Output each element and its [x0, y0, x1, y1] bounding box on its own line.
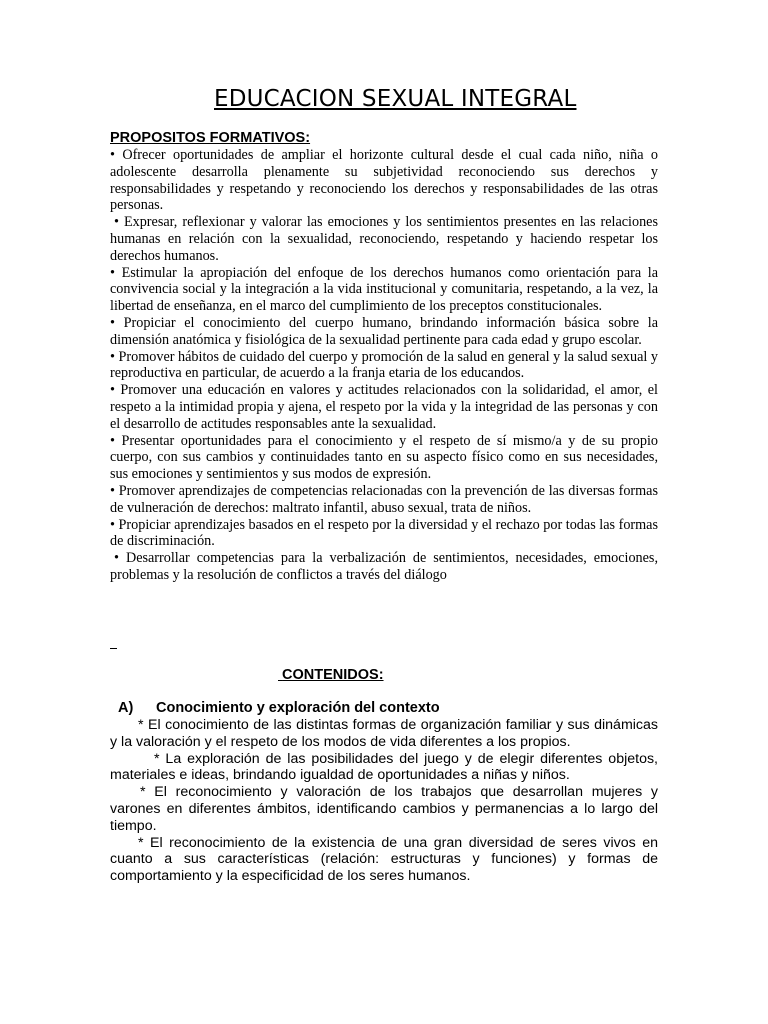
contenido-item: * La exploración de las posibilidades del juego y de elegir diferentes objetos, materiales e ideas, brindando igualdad de oportunidades a niñas y niños. — [110, 750, 658, 784]
proposito-item: • Presentar oportunidades para el conocimiento y el respeto de sí mismo/a y de su propio cuerpo, con sus cambios y continuidades tanto en su aspecto físico como en sus necesidades, sus emociones y sentimientos y sus modos de expresión. — [110, 432, 658, 483]
section-a-letter: A) — [118, 700, 134, 716]
section-a-heading — [118, 700, 440, 716]
propositos-list — [110, 147, 658, 584]
contenidos-list — [110, 717, 658, 885]
propositos-heading: PROPOSITOS FORMATIVOS: — [110, 130, 311, 146]
contenido-item: * El reconocimiento de la existencia de una gran diversidad de seres vivos en cuanto a sus características (relación: estructuras y funciones) y formas de comportamiento y la especificidad de los seres humanos. — [110, 834, 658, 885]
proposito-item: • Propiciar aprendizajes basados en el respeto por la diversidad y el rechazo por todas las formas de discriminación. — [110, 516, 658, 550]
proposito-item: • Promover hábitos de cuidado del cuerpo y promoción de la salud en general y la salud sexual y reproductiva en particular, de acuerdo a la franja etaria de los educandos. — [110, 348, 658, 382]
proposito-item: • Promover una educación en valores y actitudes relacionados con la solidaridad, el amor, el respeto a la intimidad propia y ajena, el respeto por la vida y la integridad de las personas y con el desarrollo de actitudes responsables ante la sexualidad. — [110, 382, 658, 432]
section-a-title: Conocimiento y exploración del contexto — [156, 700, 440, 716]
proposito-item: • Estimular la apropiación del enfoque de los derechos humanos como orientación para la convivencia social y la integración a la vida institucional y comunitaria, respetando, a la vez, la libertad de enseñanza, en el marco del cumplimiento de los preceptos constitucionales. — [110, 264, 658, 315]
document-title: EDUCACION SEXUAL INTEGRAL — [214, 86, 577, 112]
contenido-item: * El conocimiento de las distintas formas de organización familiar y sus dinámicas y la valoración y el respeto de los modos de vida diferentes a los propios. — [110, 717, 658, 750]
contenidos-heading — [278, 667, 384, 683]
proposito-item: • Ofrecer oportunidades de ampliar el horizonte cultural desde el cual cada niño, niña o adolescente desarrolla plenamente su subjetividad reconociendo sus derechos y responsabilidades y respetando y reconociendo los derechos y responsabilidades de las otras personas. — [110, 147, 658, 214]
underline-mark — [110, 636, 117, 652]
proposito-item: • Propiciar el conocimiento del cuerpo humano, brindando información básica sobre la dimensión anatómica y fisiológica de la sexualidad pertinente para cada edad y grupo escolar. — [110, 314, 658, 348]
contenidos-heading-text: CONTENIDOS: — [282, 667, 384, 683]
proposito-item: • Desarrollar competencias para la verbalización de sentimientos, necesidades, emociones, problemas y la resolución de conflictos a través del diálogo — [110, 550, 658, 583]
proposito-item: • Promover aprendizajes de competencias relacionadas con la prevención de las diversas formas de vulneración de derechos: maltrato infantil, abuso sexual, trata de niños. — [110, 482, 658, 516]
proposito-item: • Expresar, reflexionar y valorar las emociones y los sentimientos presentes en las relaciones humanas en relación con la sexualidad, reconociendo, respetando y haciendo respetar los derechos humanos. — [110, 214, 658, 264]
contenido-item: * El reconocimiento y valoración de los trabajos que desarrollan mujeres y varones en diferentes ámbitos, identificando cambios y permanencias a lo largo del tiempo. — [110, 784, 658, 834]
